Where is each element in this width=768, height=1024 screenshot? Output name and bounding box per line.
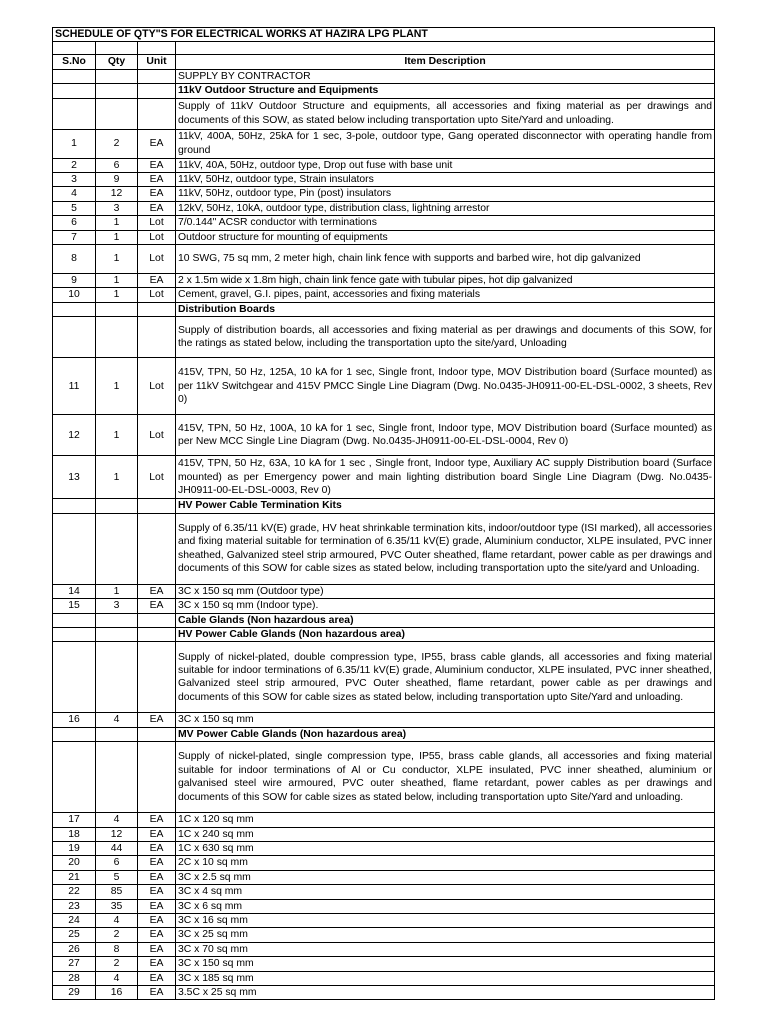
unit-cell: EA: [138, 942, 176, 956]
item-row: [53, 885, 715, 899]
quantity-cell: 16: [96, 986, 138, 1000]
serial-number-cell: [53, 317, 96, 358]
quantity-cell: 35: [96, 899, 138, 913]
unit-cell: Lot: [138, 216, 176, 230]
serial-number-cell: [53, 727, 96, 741]
description-cell: 3C x 2.5 sq mm: [176, 870, 715, 884]
unit-cell: [138, 627, 176, 641]
description-cell: 11kV, 400A, 50Hz, 25kA for 1 sec, 3-pole, outdoor type, Gang operated disconnector with operating handle from ground: [176, 129, 715, 158]
quantity-cell: 2: [96, 928, 138, 942]
quantity-cell: [96, 499, 138, 513]
item-row: [53, 201, 715, 215]
unit-cell: Lot: [138, 415, 176, 456]
item-row: [53, 713, 715, 727]
header-sno: S.No: [53, 55, 96, 69]
description-cell: 3.5C x 25 sq mm: [176, 986, 715, 1000]
serial-number-cell: 17: [53, 813, 96, 827]
serial-number-cell: 27: [53, 957, 96, 971]
item-row: [53, 986, 715, 1000]
description-cell: 11kV Outdoor Structure and Equipments: [176, 84, 715, 98]
unit-cell: EA: [138, 928, 176, 942]
serial-number-cell: 22: [53, 885, 96, 899]
item-row: [53, 358, 715, 415]
item-row: [53, 274, 715, 288]
unit-cell: Lot: [138, 288, 176, 302]
unit-cell: Lot: [138, 456, 176, 499]
quantity-cell: 4: [96, 813, 138, 827]
item-row: [53, 599, 715, 613]
quantity-cell: 44: [96, 841, 138, 855]
serial-number-cell: 25: [53, 928, 96, 942]
serial-number-cell: [53, 642, 96, 713]
header-description: Item Description: [176, 55, 715, 69]
description-cell: 3C x 16 sq mm: [176, 913, 715, 927]
serial-number-cell: [53, 627, 96, 641]
section-heading-row: [53, 727, 715, 741]
description-cell: 3C x 4 sq mm: [176, 885, 715, 899]
serial-number-cell: 23: [53, 899, 96, 913]
quantity-cell: 1: [96, 456, 138, 499]
unit-cell: Lot: [138, 245, 176, 274]
description-cell: Distribution Boards: [176, 302, 715, 316]
unit-cell: [138, 727, 176, 741]
description-cell: 10 SWG, 75 sq mm, 2 meter high, chain link fence with supports and barbed wire, hot dip galvanized: [176, 245, 715, 274]
description-cell: 3C x 6 sq mm: [176, 899, 715, 913]
description-row: [53, 317, 715, 358]
description-cell: 415V, TPN, 50 Hz, 125A, 10 kA for 1 sec, Single front, Indoor type, MOV Distribution board (Surface mounted) as per 11kV Switchgear and 415V PMCC Single Line Diagram (Dwg. No.0435-JH0911-00-EL-DSL-0002, 3 sheets, Rev 0): [176, 358, 715, 415]
serial-number-cell: 11: [53, 358, 96, 415]
quantity-cell: 1: [96, 584, 138, 598]
quantity-cell: [96, 317, 138, 358]
quantity-cell: 3: [96, 201, 138, 215]
unit-cell: [138, 642, 176, 713]
item-row: [53, 245, 715, 274]
description-cell: Supply of 11kV Outdoor Structure and equipments, all accessories and fixing material as per drawings and documents of this SOW, as stated below including transportation upto Site/Yard and unloading.: [176, 98, 715, 129]
serial-number-cell: 7: [53, 230, 96, 244]
description-cell: 11kV, 50Hz, outdoor type, Pin (post) insulators: [176, 187, 715, 201]
unit-cell: EA: [138, 129, 176, 158]
unit-cell: EA: [138, 599, 176, 613]
quantity-cell: 2: [96, 129, 138, 158]
quantity-cell: 5: [96, 870, 138, 884]
item-row: [53, 216, 715, 230]
blank-row: [53, 42, 715, 55]
description-cell: 415V, TPN, 50 Hz, 63A, 10 kA for 1 sec , Single front, Indoor type, Auxiliary AC supply Distribution board (Surface mounted) as per Emergency power and main lighting distribution board Single Line Diagram (Dwg. No.0435-JH0911-00-EL-DSL-0003, Rev 0): [176, 456, 715, 499]
serial-number-cell: [53, 84, 96, 98]
description-cell: 415V, TPN, 50 Hz, 100A, 10 kA for 1 sec, Single front, Indoor type, MOV Distribution board (Surface mounted) as per New MCC Single Line Diagram (Dwg. No.0435-JH0911-00-EL-DSL-0004, Rev 0): [176, 415, 715, 456]
serial-number-cell: 24: [53, 913, 96, 927]
serial-number-cell: 20: [53, 856, 96, 870]
description-cell: 3C x 185 sq mm: [176, 971, 715, 985]
serial-number-cell: 5: [53, 201, 96, 215]
serial-number-cell: 26: [53, 942, 96, 956]
unit-cell: EA: [138, 713, 176, 727]
quantity-cell: [96, 513, 138, 584]
serial-number-cell: 28: [53, 971, 96, 985]
serial-number-cell: [53, 302, 96, 316]
description-cell: 3C x 150 sq mm: [176, 957, 715, 971]
schedule-table: [52, 27, 715, 1000]
description-cell: Supply of distribution boards, all accessories and fixing material as per drawings and documents of this SOW, for the ratings as stated below, including the transportation upto the site/yard, Unloading: [176, 317, 715, 358]
quantity-cell: 1: [96, 358, 138, 415]
quantity-cell: 8: [96, 942, 138, 956]
item-row: [53, 913, 715, 927]
serial-number-cell: [53, 69, 96, 83]
serial-number-cell: 8: [53, 245, 96, 274]
description-cell: HV Power Cable Termination Kits: [176, 499, 715, 513]
unit-cell: [138, 302, 176, 316]
serial-number-cell: [53, 742, 96, 813]
serial-number-cell: 16: [53, 713, 96, 727]
quantity-cell: 85: [96, 885, 138, 899]
quantity-cell: [96, 98, 138, 129]
quantity-cell: 4: [96, 913, 138, 927]
quantity-cell: 12: [96, 827, 138, 841]
quantity-cell: 4: [96, 713, 138, 727]
unit-cell: Lot: [138, 230, 176, 244]
description-cell: Supply of nickel-plated, single compression type, IP55, brass cable glands, all accessories and fixing material suitable for indoor terminations of Al or Cu conductor, XLPE insulated, PVC inner sheathed, aluminium or galvanised steel wire armoured, PVC outer sheathed, flame retardant, power cables as per drawings and documents of this SOW for cable sizes as stated below, including transportation upto Site/Yard and unloading.: [176, 742, 715, 813]
quantity-cell: [96, 627, 138, 641]
serial-number-cell: 12: [53, 415, 96, 456]
serial-number-cell: [53, 613, 96, 627]
unit-cell: EA: [138, 971, 176, 985]
description-cell: 12kV, 50Hz, 10kA, outdoor type, distribution class, lightning arrestor: [176, 201, 715, 215]
quantity-cell: 1: [96, 288, 138, 302]
serial-number-cell: [53, 98, 96, 129]
description-row: [53, 742, 715, 813]
unit-cell: [138, 317, 176, 358]
unit-cell: EA: [138, 173, 176, 187]
item-row: [53, 187, 715, 201]
description-cell: MV Power Cable Glands (Non hazardous area): [176, 727, 715, 741]
quantity-cell: 9: [96, 173, 138, 187]
quantity-cell: 1: [96, 216, 138, 230]
description-cell: 11kV, 50Hz, outdoor type, Strain insulators: [176, 173, 715, 187]
item-row: [53, 230, 715, 244]
unit-cell: EA: [138, 584, 176, 598]
unit-cell: EA: [138, 841, 176, 855]
header-row: [53, 55, 715, 69]
unit-cell: [138, 84, 176, 98]
description-cell: 3C x 150 sq mm (Outdoor type): [176, 584, 715, 598]
unit-cell: EA: [138, 158, 176, 172]
header-qty: Qty: [96, 55, 138, 69]
quantity-cell: 3: [96, 599, 138, 613]
unit-cell: [138, 613, 176, 627]
quantity-cell: 12: [96, 187, 138, 201]
item-row: [53, 584, 715, 598]
description-cell: 2C x 10 sq mm: [176, 856, 715, 870]
quantity-cell: [96, 742, 138, 813]
description-cell: 7/0.144" ACSR conductor with terminations: [176, 216, 715, 230]
description-cell: HV Power Cable Glands (Non hazardous area): [176, 627, 715, 641]
item-row: [53, 456, 715, 499]
item-row: [53, 288, 715, 302]
description-cell: 3C x 150 sq mm: [176, 713, 715, 727]
quantity-cell: [96, 302, 138, 316]
quantity-cell: 2: [96, 957, 138, 971]
serial-number-cell: [53, 499, 96, 513]
item-row: [53, 942, 715, 956]
unit-cell: EA: [138, 813, 176, 827]
section-heading-row: [53, 302, 715, 316]
description-cell: 1C x 120 sq mm: [176, 813, 715, 827]
quantity-cell: 1: [96, 230, 138, 244]
unit-cell: Lot: [138, 358, 176, 415]
description-cell: Supply of 6.35/11 kV(E) grade, HV heat shrinkable termination kits, indoor/outdoor type (ISI marked), all accessories and fixing material suitable for termination of 6.35/11 kV(E) grade, Aluminium conductor, XLPE insulated, PVC inner sheathed, Galvanized steel strip armoured, PVC Outer sheathed, flame retardant, power cable as per drawings and documents of this SOW for cable sizes as stated below, including transportation upto the site/yard and Unloading.: [176, 513, 715, 584]
unit-cell: EA: [138, 885, 176, 899]
unit-cell: EA: [138, 274, 176, 288]
item-row: [53, 173, 715, 187]
serial-number-cell: 13: [53, 456, 96, 499]
serial-number-cell: 4: [53, 187, 96, 201]
item-row: [53, 827, 715, 841]
serial-number-cell: 29: [53, 986, 96, 1000]
unit-cell: [138, 499, 176, 513]
description-cell: 3C x 150 sq mm (Indoor type).: [176, 599, 715, 613]
description-cell: 11kV, 40A, 50Hz, outdoor type, Drop out fuse with base unit: [176, 158, 715, 172]
quantity-cell: 1: [96, 415, 138, 456]
section-heading-row: [53, 627, 715, 641]
quantity-cell: [96, 84, 138, 98]
description-row: [53, 98, 715, 129]
description-cell: 3C x 25 sq mm: [176, 928, 715, 942]
item-row: [53, 129, 715, 158]
unit-cell: [138, 69, 176, 83]
item-row: [53, 870, 715, 884]
description-row: [53, 513, 715, 584]
description-row: [53, 642, 715, 713]
section-heading-row: [53, 499, 715, 513]
serial-number-cell: [53, 513, 96, 584]
description-cell: 2 x 1.5m wide x 1.8m high, chain link fence gate with tubular pipes, hot dip galvanized: [176, 274, 715, 288]
description-cell: 3C x 70 sq mm: [176, 942, 715, 956]
serial-number-cell: 1: [53, 129, 96, 158]
quantity-cell: 6: [96, 856, 138, 870]
description-cell: Cable Glands (Non hazardous area): [176, 613, 715, 627]
quantity-cell: [96, 69, 138, 83]
quantity-cell: 6: [96, 158, 138, 172]
serial-number-cell: 10: [53, 288, 96, 302]
unit-cell: EA: [138, 187, 176, 201]
serial-number-cell: 3: [53, 173, 96, 187]
quantity-cell: 4: [96, 971, 138, 985]
unit-cell: EA: [138, 899, 176, 913]
unit-cell: EA: [138, 986, 176, 1000]
quantity-cell: [96, 642, 138, 713]
quantity-cell: 1: [96, 245, 138, 274]
serial-number-cell: 2: [53, 158, 96, 172]
section-heading-row: [53, 613, 715, 627]
document-title: SCHEDULE OF QTY"S FOR ELECTRICAL WORKS AT HAZIRA LPG PLANT: [53, 28, 715, 42]
unit-cell: [138, 513, 176, 584]
serial-number-cell: 21: [53, 870, 96, 884]
unit-cell: EA: [138, 957, 176, 971]
item-row: [53, 957, 715, 971]
item-row: [53, 928, 715, 942]
unit-cell: [138, 98, 176, 129]
section-heading-row: [53, 84, 715, 98]
serial-number-cell: 18: [53, 827, 96, 841]
item-row: [53, 813, 715, 827]
unit-cell: EA: [138, 870, 176, 884]
item-row: [53, 415, 715, 456]
unit-cell: [138, 742, 176, 813]
title-row: [53, 28, 715, 42]
unit-cell: EA: [138, 913, 176, 927]
description-cell: Supply of nickel-plated, double compression type, IP55, brass cable glands, all accessories and fixing material suitable for indoor terminations of 6.35/11 kV(E) grade, Aluminium conductor, XLPE insulated, PVC inner sheathed, Galvanized steel strip armoured, PVC Outer sheathed, flame retardant, power cable as per drawings and documents of this SOW for cable sizes as stated below, including transportation upto Site/Yard and unloading.: [176, 642, 715, 713]
item-row: [53, 899, 715, 913]
header-unit: Unit: [138, 55, 176, 69]
description-cell: 1C x 630 sq mm: [176, 841, 715, 855]
item-row: [53, 971, 715, 985]
item-row: [53, 158, 715, 172]
description-cell: Outdoor structure for mounting of equipments: [176, 230, 715, 244]
serial-number-cell: 6: [53, 216, 96, 230]
serial-number-cell: 14: [53, 584, 96, 598]
quantity-cell: [96, 727, 138, 741]
quantity-cell: [96, 613, 138, 627]
serial-number-cell: 15: [53, 599, 96, 613]
description-cell: 1C x 240 sq mm: [176, 827, 715, 841]
item-row: [53, 841, 715, 855]
description-cell: SUPPLY BY CONTRACTOR: [176, 69, 715, 83]
description-row: [53, 69, 715, 83]
unit-cell: EA: [138, 856, 176, 870]
quantity-cell: 1: [96, 274, 138, 288]
unit-cell: EA: [138, 827, 176, 841]
description-cell: Cement, gravel, G.I. pipes, paint, accessories and fixing materials: [176, 288, 715, 302]
unit-cell: EA: [138, 201, 176, 215]
serial-number-cell: 19: [53, 841, 96, 855]
serial-number-cell: 9: [53, 274, 96, 288]
item-row: [53, 856, 715, 870]
